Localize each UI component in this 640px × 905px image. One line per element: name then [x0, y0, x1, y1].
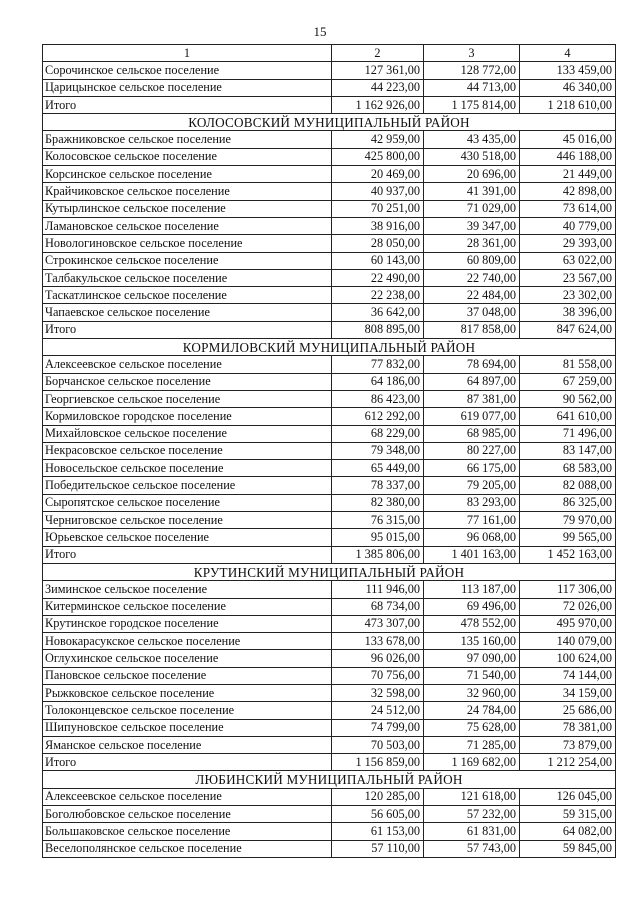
- settlement-name: Кормиловское городское поселение: [43, 408, 332, 425]
- settlement-name: Некрасовское сельское поселение: [43, 442, 332, 459]
- table-row: [43, 252, 616, 269]
- settlement-name: Итого: [43, 96, 332, 113]
- settlement-name: Таскатлинское сельское поселение: [43, 287, 332, 304]
- value-cell: 126 045,00: [520, 788, 616, 805]
- value-cell: 78 337,00: [332, 477, 424, 494]
- value-cell: 120 285,00: [332, 788, 424, 805]
- value-cell: 133 459,00: [520, 62, 616, 79]
- total-row: [43, 321, 616, 338]
- settlement-name: Рыжковское сельское поселение: [43, 684, 332, 701]
- value-cell: 82 380,00: [332, 494, 424, 511]
- value-cell: 135 160,00: [424, 633, 520, 650]
- value-cell: 22 740,00: [424, 269, 520, 286]
- settlement-name: Ламановское сельское поселение: [43, 217, 332, 234]
- value-cell: 32 598,00: [332, 684, 424, 701]
- value-cell: 446 188,00: [520, 148, 616, 165]
- value-cell: 121 618,00: [424, 788, 520, 805]
- value-cell: 82 088,00: [520, 477, 616, 494]
- settlement-name: Яманское сельское поселение: [43, 736, 332, 753]
- value-cell: 95 015,00: [332, 529, 424, 546]
- value-cell: 140 079,00: [520, 633, 616, 650]
- district-heading-row: [43, 563, 616, 580]
- table-row: [43, 477, 616, 494]
- district-heading-row: [43, 114, 616, 131]
- value-cell: 57 110,00: [332, 840, 424, 857]
- value-cell: 81 558,00: [520, 356, 616, 373]
- table-row: [43, 494, 616, 511]
- value-cell: 97 090,00: [424, 650, 520, 667]
- table-row: [43, 269, 616, 286]
- value-cell: 57 232,00: [424, 806, 520, 823]
- table-row: [43, 442, 616, 459]
- value-cell: 38 916,00: [332, 217, 424, 234]
- settlement-name: Колосовское сельское поселение: [43, 148, 332, 165]
- settlement-name: Большаковское сельское поселение: [43, 823, 332, 840]
- value-cell: 46 340,00: [520, 79, 616, 96]
- settlement-name: Боголюбовское сельское поселение: [43, 806, 332, 823]
- value-cell: 29 393,00: [520, 235, 616, 252]
- table-row: [43, 235, 616, 252]
- settlement-name: Алексеевское сельское поселение: [43, 788, 332, 805]
- table-row: [43, 702, 616, 719]
- value-cell: 20 696,00: [424, 166, 520, 183]
- table-row: [43, 183, 616, 200]
- value-cell: 23 567,00: [520, 269, 616, 286]
- value-cell: 76 315,00: [332, 512, 424, 529]
- value-cell: 22 490,00: [332, 269, 424, 286]
- settlement-name: Талбакульское сельское поселение: [43, 269, 332, 286]
- value-cell: 96 068,00: [424, 529, 520, 546]
- value-cell: 86 423,00: [332, 390, 424, 407]
- value-cell: 73 879,00: [520, 736, 616, 753]
- value-cell: 612 292,00: [332, 408, 424, 425]
- value-cell: 39 347,00: [424, 217, 520, 234]
- table-row: [43, 217, 616, 234]
- value-cell: 41 391,00: [424, 183, 520, 200]
- district-heading-row: [43, 771, 616, 788]
- value-cell: 71 540,00: [424, 667, 520, 684]
- table-row: [43, 373, 616, 390]
- column-header: 2: [332, 45, 424, 62]
- value-cell: 77 161,00: [424, 512, 520, 529]
- value-cell: 77 832,00: [332, 356, 424, 373]
- value-cell: 21 449,00: [520, 166, 616, 183]
- value-cell: 1 218 610,00: [520, 96, 616, 113]
- value-cell: 117 306,00: [520, 581, 616, 598]
- header-row: [43, 45, 616, 62]
- settlement-name: Пановское сельское поселение: [43, 667, 332, 684]
- value-cell: 59 845,00: [520, 840, 616, 857]
- value-cell: 90 562,00: [520, 390, 616, 407]
- value-cell: 96 026,00: [332, 650, 424, 667]
- value-cell: 75 628,00: [424, 719, 520, 736]
- value-cell: 1 162 926,00: [332, 96, 424, 113]
- settlement-name: Итого: [43, 321, 332, 338]
- value-cell: 847 624,00: [520, 321, 616, 338]
- table-row: [43, 719, 616, 736]
- settlement-name: Черниговское сельское поселение: [43, 512, 332, 529]
- value-cell: 64 082,00: [520, 823, 616, 840]
- settlement-name: Толоконцевское сельское поселение: [43, 702, 332, 719]
- value-cell: 34 159,00: [520, 684, 616, 701]
- value-cell: 69 496,00: [424, 598, 520, 615]
- settlement-name: Корсинское сельское поселение: [43, 166, 332, 183]
- table-row: [43, 615, 616, 632]
- settlement-name: Оглухинское сельское поселение: [43, 650, 332, 667]
- table-row: [43, 840, 616, 857]
- settlement-name: Победительское сельское поселение: [43, 477, 332, 494]
- table-row: [43, 425, 616, 442]
- settlement-name: Крайчиковское сельское поселение: [43, 183, 332, 200]
- value-cell: 430 518,00: [424, 148, 520, 165]
- table-row: [43, 200, 616, 217]
- settlement-name: Китерминское сельское поселение: [43, 598, 332, 615]
- value-cell: 1 401 163,00: [424, 546, 520, 563]
- settlement-name: Новосельское сельское поселение: [43, 460, 332, 477]
- value-cell: 60 143,00: [332, 252, 424, 269]
- value-cell: 37 048,00: [424, 304, 520, 321]
- value-cell: 22 484,00: [424, 287, 520, 304]
- district-title: ЛЮБИНСКИЙ МУНИЦИПАЛЬНЫЙ РАЙОН: [43, 771, 616, 788]
- value-cell: 61 153,00: [332, 823, 424, 840]
- district-heading-row: [43, 339, 616, 356]
- value-cell: 111 946,00: [332, 581, 424, 598]
- value-cell: 133 678,00: [332, 633, 424, 650]
- value-cell: 40 937,00: [332, 183, 424, 200]
- district-title: КОРМИЛОВСКИЙ МУНИЦИПАЛЬНЫЙ РАЙОН: [43, 339, 616, 356]
- district-title: КРУТИНСКИЙ МУНИЦИПАЛЬНЫЙ РАЙОН: [43, 563, 616, 580]
- value-cell: 28 050,00: [332, 235, 424, 252]
- table-row: [43, 788, 616, 805]
- table-row: [43, 390, 616, 407]
- value-cell: 23 302,00: [520, 287, 616, 304]
- value-cell: 57 743,00: [424, 840, 520, 857]
- settlement-name: Алексеевское сельское поселение: [43, 356, 332, 373]
- value-cell: 71 029,00: [424, 200, 520, 217]
- value-cell: 80 227,00: [424, 442, 520, 459]
- value-cell: 42 959,00: [332, 131, 424, 148]
- value-cell: 78 381,00: [520, 719, 616, 736]
- settlement-name: Сыропятское сельское поселение: [43, 494, 332, 511]
- total-row: [43, 754, 616, 771]
- table-row: [43, 408, 616, 425]
- table-row: [43, 166, 616, 183]
- value-cell: 808 895,00: [332, 321, 424, 338]
- value-cell: 66 175,00: [424, 460, 520, 477]
- value-cell: 64 186,00: [332, 373, 424, 390]
- value-cell: 59 315,00: [520, 806, 616, 823]
- value-cell: 86 325,00: [520, 494, 616, 511]
- district-title: КОЛОСОВСКИЙ МУНИЦИПАЛЬНЫЙ РАЙОН: [43, 114, 616, 131]
- column-header: 3: [424, 45, 520, 62]
- value-cell: 478 552,00: [424, 615, 520, 632]
- value-cell: 28 361,00: [424, 235, 520, 252]
- table-row: [43, 667, 616, 684]
- value-cell: 619 077,00: [424, 408, 520, 425]
- value-cell: 65 449,00: [332, 460, 424, 477]
- table-row: [43, 512, 616, 529]
- value-cell: 63 022,00: [520, 252, 616, 269]
- value-cell: 64 897,00: [424, 373, 520, 390]
- settlement-name: Кутырлинское сельское поселение: [43, 200, 332, 217]
- value-cell: 127 361,00: [332, 62, 424, 79]
- total-row: [43, 96, 616, 113]
- value-cell: 74 144,00: [520, 667, 616, 684]
- value-cell: 25 686,00: [520, 702, 616, 719]
- value-cell: 22 238,00: [332, 287, 424, 304]
- value-cell: 79 970,00: [520, 512, 616, 529]
- value-cell: 45 016,00: [520, 131, 616, 148]
- table-row: [43, 806, 616, 823]
- value-cell: 1 156 859,00: [332, 754, 424, 771]
- settlement-name: Итого: [43, 546, 332, 563]
- settlement-name: Чапаевское сельское поселение: [43, 304, 332, 321]
- table-row: [43, 356, 616, 373]
- settlement-name: Царицынское сельское поселение: [43, 79, 332, 96]
- table-row: [43, 62, 616, 79]
- value-cell: 60 809,00: [424, 252, 520, 269]
- value-cell: 42 898,00: [520, 183, 616, 200]
- value-cell: 100 624,00: [520, 650, 616, 667]
- value-cell: 495 970,00: [520, 615, 616, 632]
- value-cell: 78 694,00: [424, 356, 520, 373]
- table-row: [43, 148, 616, 165]
- value-cell: 68 985,00: [424, 425, 520, 442]
- table-row: [43, 823, 616, 840]
- settlement-name: Новокарасукское сельское поселение: [43, 633, 332, 650]
- settlement-name: Шипуновское сельское поселение: [43, 719, 332, 736]
- column-header: 1: [43, 45, 332, 62]
- settlement-name: Строкинское сельское поселение: [43, 252, 332, 269]
- settlement-name: Георгиевское сельское поселение: [43, 390, 332, 407]
- table-row: [43, 79, 616, 96]
- value-cell: 40 779,00: [520, 217, 616, 234]
- table-row: [43, 581, 616, 598]
- table-row: [43, 736, 616, 753]
- settlement-name: Михайловское сельское поселение: [43, 425, 332, 442]
- value-cell: 36 642,00: [332, 304, 424, 321]
- value-cell: 74 799,00: [332, 719, 424, 736]
- value-cell: 43 435,00: [424, 131, 520, 148]
- settlement-name: Борчанское сельское поселение: [43, 373, 332, 390]
- total-row: [43, 546, 616, 563]
- page-number: 15: [313, 24, 327, 39]
- table-row: [43, 304, 616, 321]
- value-cell: 61 831,00: [424, 823, 520, 840]
- table-row: [43, 598, 616, 615]
- value-cell: 79 348,00: [332, 442, 424, 459]
- column-header: 4: [520, 45, 616, 62]
- value-cell: 68 583,00: [520, 460, 616, 477]
- value-cell: 67 259,00: [520, 373, 616, 390]
- settlement-name: Юрьевское сельское поселение: [43, 529, 332, 546]
- value-cell: 72 026,00: [520, 598, 616, 615]
- value-cell: 87 381,00: [424, 390, 520, 407]
- value-cell: 641 610,00: [520, 408, 616, 425]
- value-cell: 99 565,00: [520, 529, 616, 546]
- budget-table: [42, 44, 616, 858]
- settlement-name: Бражниковское сельское поселение: [43, 131, 332, 148]
- table-row: [43, 650, 616, 667]
- value-cell: 128 772,00: [424, 62, 520, 79]
- value-cell: 38 396,00: [520, 304, 616, 321]
- value-cell: 1 175 814,00: [424, 96, 520, 113]
- settlement-name: Новологиновское сельское поселение: [43, 235, 332, 252]
- table-row: [43, 131, 616, 148]
- value-cell: 79 205,00: [424, 477, 520, 494]
- value-cell: 71 285,00: [424, 736, 520, 753]
- value-cell: 68 229,00: [332, 425, 424, 442]
- table-row: [43, 684, 616, 701]
- value-cell: 425 800,00: [332, 148, 424, 165]
- value-cell: 113 187,00: [424, 581, 520, 598]
- value-cell: 70 503,00: [332, 736, 424, 753]
- value-cell: 70 756,00: [332, 667, 424, 684]
- value-cell: 20 469,00: [332, 166, 424, 183]
- value-cell: 1 212 254,00: [520, 754, 616, 771]
- table-row: [43, 633, 616, 650]
- value-cell: 473 307,00: [332, 615, 424, 632]
- value-cell: 83 147,00: [520, 442, 616, 459]
- value-cell: 1 385 806,00: [332, 546, 424, 563]
- settlement-name: Итого: [43, 754, 332, 771]
- value-cell: 1 452 163,00: [520, 546, 616, 563]
- value-cell: 24 512,00: [332, 702, 424, 719]
- settlement-name: Сорочинское сельское поселение: [43, 62, 332, 79]
- table-row: [43, 529, 616, 546]
- value-cell: 44 713,00: [424, 79, 520, 96]
- value-cell: 83 293,00: [424, 494, 520, 511]
- settlement-name: Веселополянское сельское поселение: [43, 840, 332, 857]
- value-cell: 56 605,00: [332, 806, 424, 823]
- value-cell: 68 734,00: [332, 598, 424, 615]
- value-cell: 817 858,00: [424, 321, 520, 338]
- settlement-name: Зиминское сельское поселение: [43, 581, 332, 598]
- table-row: [43, 460, 616, 477]
- value-cell: 70 251,00: [332, 200, 424, 217]
- value-cell: 73 614,00: [520, 200, 616, 217]
- value-cell: 24 784,00: [424, 702, 520, 719]
- value-cell: 71 496,00: [520, 425, 616, 442]
- settlement-name: Крутинское городское поселение: [43, 615, 332, 632]
- value-cell: 1 169 682,00: [424, 754, 520, 771]
- table-row: [43, 287, 616, 304]
- value-cell: 44 223,00: [332, 79, 424, 96]
- value-cell: 32 960,00: [424, 684, 520, 701]
